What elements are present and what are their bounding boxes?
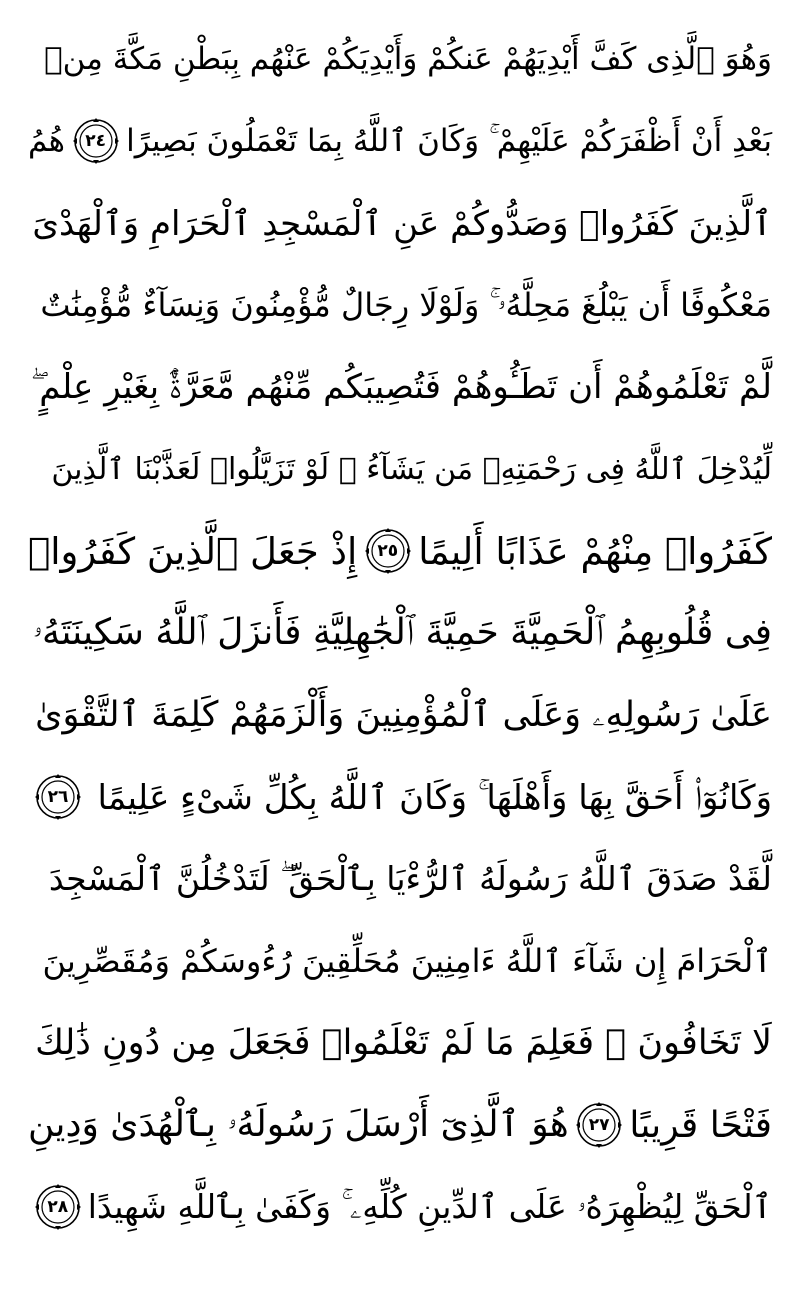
line-text: وَهُوَ ٱلَّذِى كَفَّ أَيْدِيَهُمْ عَنكُمْ وَأَيْدِيَكُمْ عَنْهُم بِبَطْنِ مَكَّةَ مِنۢ (44, 41, 772, 77)
line-text: لَّقَدْ صَدَقَ ٱللَّهُ رَسُولَهُ ٱلرُّءْيَا بِٱلْحَقِّ ۖ لَتَدْخُلُنَّ ٱلْمَسْجِدَ (48, 859, 772, 898)
text-line (28, 510, 772, 592)
ayah-end-marker (575, 1101, 623, 1149)
line-text: عَلَىٰ رَسُولِهِۦ وَعَلَى ٱلْمُؤْمِنِينَ وَأَلْزَمَهُمْ كَلِمَةَ ٱلتَّقْوَىٰ (35, 695, 772, 735)
line-text: لَّمْ تَعْلَمُوهُمْ أَن تَطَـُٔوهُمْ فَتُصِيبَكُم مِّنْهُم مَّعَرَّةٌۢ بِغَيْرِ عِلْمٍ ۖ (30, 367, 772, 407)
text-line (28, 428, 772, 510)
text-line (28, 838, 772, 920)
ayah-end-marker (364, 527, 412, 575)
line-text: مَعْكُوفًا أَن يَبْلُغَ مَحِلَّهُۥ ۚ وَلَوْلَا رِجَالٌ مُّؤْمِنُونَ وَنِسَآءٌ مُّؤْمِنَٰتٌ (40, 285, 772, 324)
text-line (28, 264, 772, 346)
text-line (28, 100, 772, 182)
line-text: ٱلْحَقِّ لِيُظْهِرَهُۥ عَلَى ٱلدِّينِ كُلِّهِۦ ۚ وَكَفَىٰ بِٱللَّهِ شَهِيدًا (87, 1187, 772, 1226)
ayah-end-marker (34, 773, 82, 821)
text-line (28, 346, 772, 428)
line-text: وَكَانُوٓا۟ أَحَقَّ بِهَا وَأَهْلَهَا ۚ وَكَانَ ٱللَّهُ بِكُلِّ شَىْءٍ عَلِيمًا (97, 777, 772, 818)
ayah-number: ٢٤ (85, 131, 106, 151)
line-text: لَا تَخَافُونَ ۖ فَعَلِمَ مَا لَمْ تَعْلَمُوا۟ فَجَعَلَ مِن دُونِ ذَٰلِكَ (35, 1023, 772, 1063)
line-text: كَفَرُوا۟ مِنْهُمْ عَذَابًا أَلِيمًا (418, 529, 772, 573)
text-line (28, 182, 772, 264)
text-line (28, 920, 772, 1002)
line-text: لِّيُدْخِلَ ٱللَّهُ فِى رَحْمَتِهِۦ مَن يَشَآءُ ۚ لَوْ تَزَيَّلُوا۟ لَعَذَّبْنَا ٱلَّذِينَ (51, 451, 772, 487)
line-text: ٱلَّذِينَ كَفَرُوا۟ وَصَدُّوكُمْ عَنِ ٱلْمَسْجِدِ ٱلْحَرَامِ وَٱلْهَدْىَ (32, 203, 772, 244)
line-text: فَتْحًا قَرِيبًا (629, 1104, 772, 1146)
line-text: هُمُ (28, 123, 65, 159)
text-line (28, 756, 772, 838)
text-line (28, 1002, 772, 1084)
text-line (28, 18, 772, 100)
text-line (28, 1166, 772, 1248)
ayah-number: ٢٥ (377, 541, 399, 561)
text-line (28, 592, 772, 674)
ayah-number: ٢٨ (47, 1197, 69, 1217)
line-text: هُوَ ٱلَّذِىٓ أَرْسَلَ رَسُولَهُۥ بِٱلْهُدَىٰ وَدِينِ (28, 1104, 569, 1145)
line-text: فِى قُلُوبِهِمُ ٱلْحَمِيَّةَ حَمِيَّةَ ٱلْجَٰهِلِيَّةِ فَأَنزَلَ ٱللَّهُ سَكِينَتَهُۥ (33, 612, 772, 653)
line-text: إِذْ جَعَلَ ٱلَّذِينَ كَفَرُوا۟ (28, 529, 358, 573)
ayah-end-marker (72, 117, 120, 165)
quran-page (28, 18, 772, 1278)
ayah-end-marker (34, 1183, 82, 1231)
text-line (28, 1084, 772, 1166)
line-text: ٱلْحَرَامَ إِن شَآءَ ٱللَّهُ ءَامِنِينَ مُحَلِّقِينَ رُءُوسَكُمْ وَمُقَصِّرِينَ (42, 942, 772, 980)
ayah-number: ٢٦ (47, 787, 69, 807)
ayah-number: ٢٧ (588, 1115, 610, 1135)
text-line (28, 674, 772, 756)
line-text: بَعْدِ أَنْ أَظْفَرَكُمْ عَلَيْهِمْ ۚ وَكَانَ ٱللَّهُ بِمَا تَعْمَلُونَ بَصِيرًا (126, 122, 772, 159)
